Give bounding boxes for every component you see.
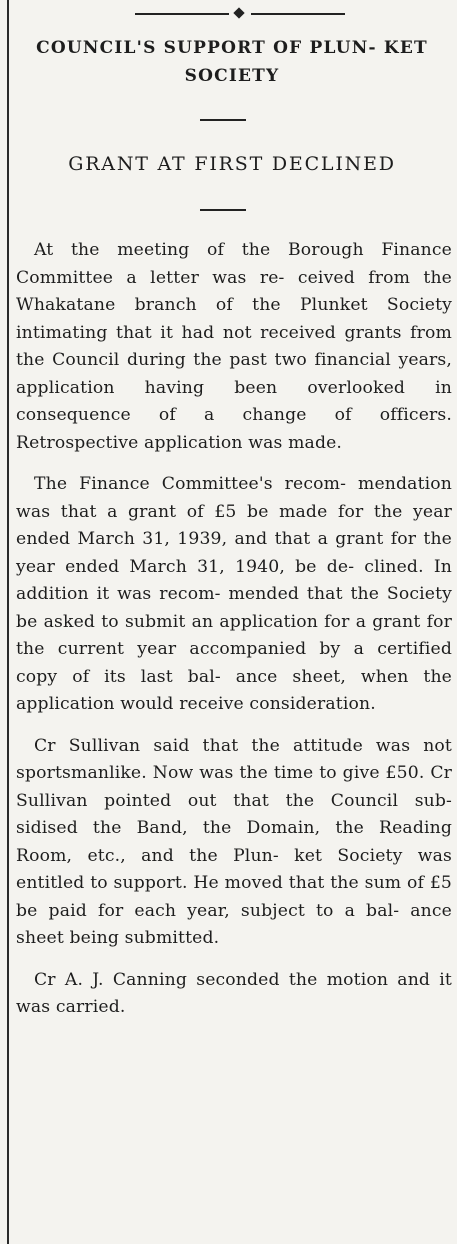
article-body	[16, 237, 452, 1036]
column-rule	[7, 0, 9, 1244]
article-headline: COUNCIL'S SUPPORT OF PLUN- KET SOCIETY	[36, 38, 428, 86]
article-paragraph: Cr A. J. Canning seconded the motion and it was carried.	[16, 969, 452, 1017]
subheadline-separator	[200, 209, 246, 211]
top-ornament-divider	[135, 8, 345, 20]
headline-separator	[200, 119, 246, 121]
article-paragraph: Cr Sullivan said that the attitude was not sportsmanlike. Now was the time to give £50. Cr Sullivan pointed out that the Council sub- sidised the Band, the Domain, the Reading Room, etc., and the Plun- ket Society was entitled to support. He moved that the sum of £5 be paid for each year, subject to a bal- ance sheet being submitted.	[16, 735, 452, 948]
article-paragraph: The Finance Committee's recom- mendation was that a grant of £5 be made for the year ended March 31, 1939, and that a grant for the year ended March 31, 1940, be de- clined. In addition it was recom- mended that the Society be asked to submit an application for a grant for the current year accompanied by a certified copy of its last bal- ance sheet, when the application would receive consideration.	[16, 474, 452, 714]
article-paragraph: At the meeting of the Borough Finance Committee a letter was re- ceived from the Whakatane branch of the Plunket Society intimating that it had not received grants from the Council during the past two financial years, application having been overlooked in consequence of a change of officers. Retrospective application was made.	[16, 240, 452, 453]
article-subheadline: GRANT AT FIRST DECLINED	[68, 153, 396, 175]
diamond-ornament-icon	[233, 7, 244, 18]
